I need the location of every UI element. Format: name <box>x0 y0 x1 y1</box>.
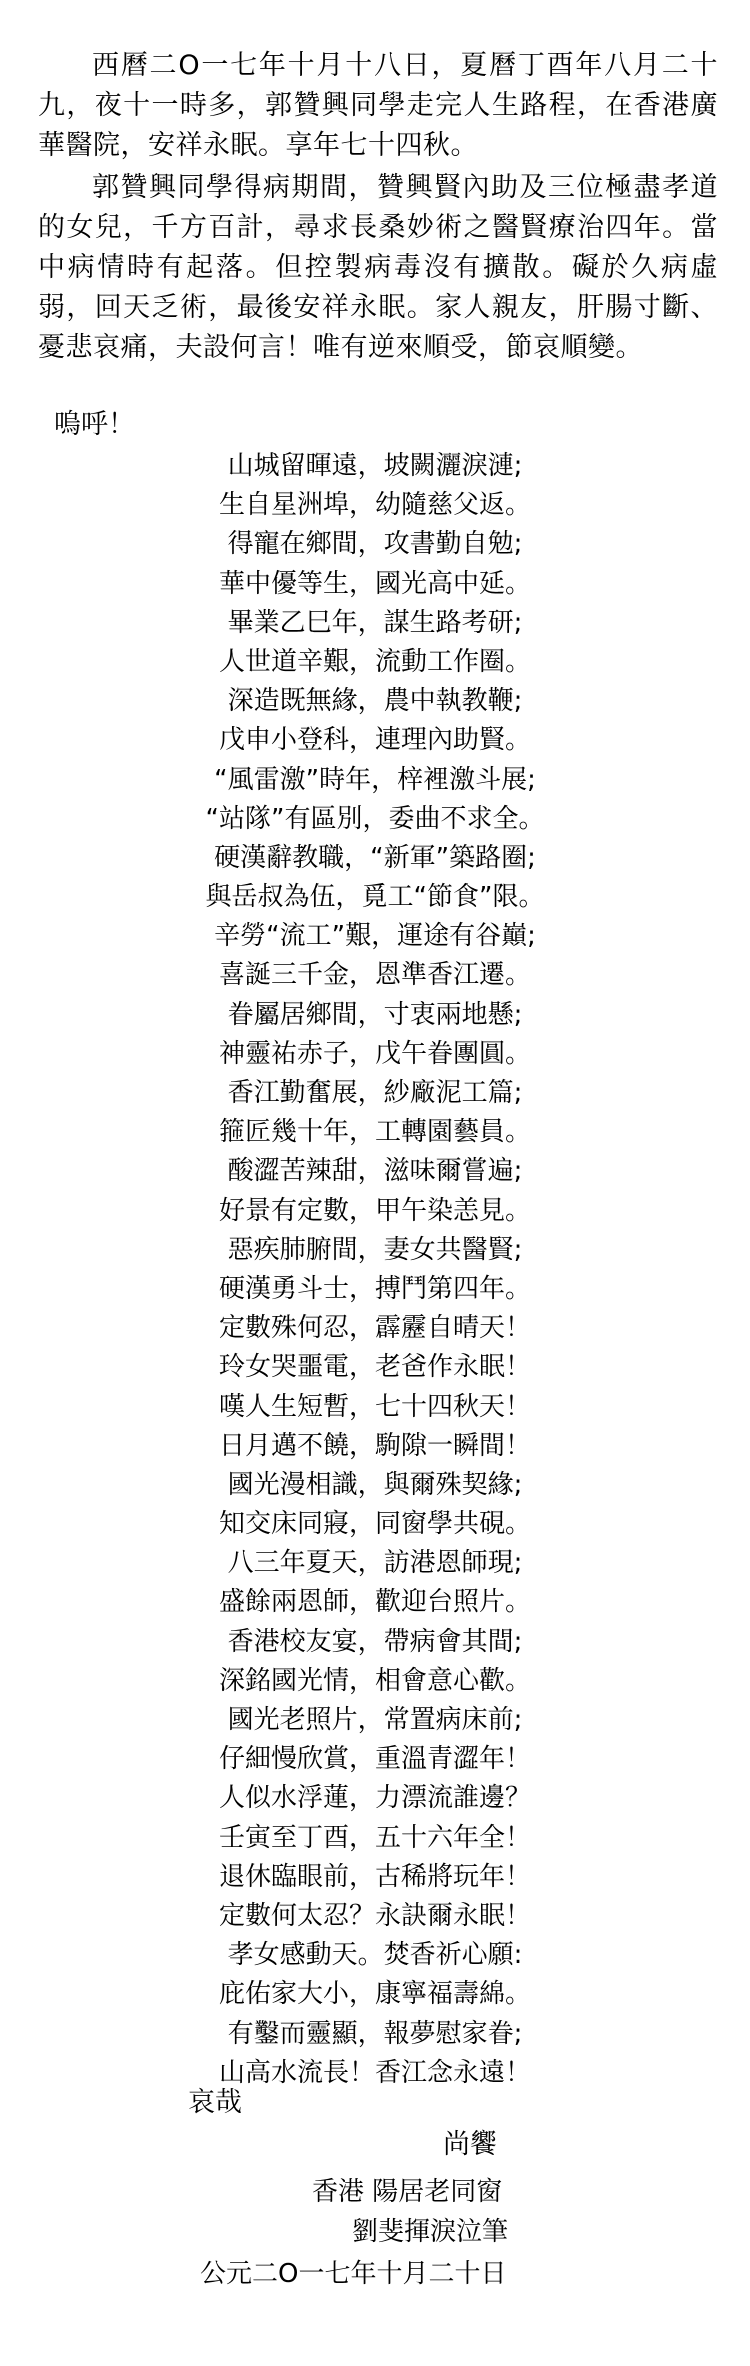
poem-line: 孝女感動天。焚香祈心願: <box>227 1940 523 1971</box>
poem-line: 香江勤奮展，紗廠泥工篇; <box>227 1078 523 1108</box>
poem-line: 山高水流長！香江念永遠！ <box>218 2057 531 2088</box>
poem-line: 生自星洲埠，幼隨慈父返。 <box>218 490 531 521</box>
poem-line: 華中優等生，國光高中延。 <box>218 568 531 599</box>
poem-line: 國光漫相識，與爾殊契緣; <box>227 1469 523 1500</box>
poem-line: 壬寅至丁酉，五十六年全！ <box>218 1822 531 1853</box>
signature-place: 香港 陽居老同窗 <box>312 2177 503 2207</box>
signature-author: 劉斐揮淚泣筆 <box>352 2217 509 2247</box>
poem-line: 退休臨眼前，古稀將玩年！ <box>218 1861 531 1892</box>
poem-line: 盛餘兩恩師，歡迎台照片。 <box>218 1587 531 1618</box>
poem-line: 有鑿而靈顯，報夢慰家眷; <box>227 2018 523 2049</box>
poem-line: 箍匠幾十年，工轉園藝員。 <box>218 1117 531 1148</box>
poem-line: 人似水浮蓮，力漂流誰邊？ <box>218 1783 531 1814</box>
poem-line: 得寵在鄉間，攻書勤自勉; <box>227 529 523 560</box>
closing-word: 哀哉 <box>188 2087 242 2118</box>
signature-offering: 尚饗 <box>443 2129 497 2160</box>
poem-line: 畢業乙巳年，謀生路考研; <box>227 607 523 638</box>
poem-line: 辛勞“流工”艱，運途有谷巔; <box>214 921 536 952</box>
poem-line: “站隊”有區別，委曲不求全。 <box>205 803 545 834</box>
exclamation: 嗚呼！ <box>54 409 135 440</box>
poem-line: 定數殊何忍，霹靂自晴天！ <box>218 1313 531 1344</box>
poem <box>0 447 750 2093</box>
poem-line: 庇佑家大小，康寧福壽綿。 <box>218 1979 531 2010</box>
poem-line: 山城留暉遠，坡闕灑淚漣; <box>227 451 523 481</box>
poem-line: 深銘國光情，相會意心歡。 <box>218 1665 531 1696</box>
poem-line: 與岳叔為伍，覓工“節食”限。 <box>205 882 545 913</box>
poem-line: 戊申小登科，連理內助賢。 <box>218 725 531 756</box>
poem-line: 神靈祐赤子，戊午眷團圓。 <box>218 1038 531 1069</box>
poem-line: 日月邁不饒，駒隙一瞬間！ <box>218 1430 531 1461</box>
poem-line: 八三年夏天，訪港恩師現; <box>227 1548 523 1579</box>
illness-paragraph: 郭贊興同學得病期間，贊興賢內助及三位極盡孝道的女兒，千方百計，尋求長桑妙術之醫賢療治四年。當中病情時有起落。但控製病毒沒有擴散。礙於久病虛弱，回天乏術，最後安祥永眠。家人親友，肝腸寸斷、憂悲哀痛，夫設何言！唯有逆來順受，節哀順變。 <box>38 172 718 363</box>
poem-line: 好景有定數，甲午染恙見。 <box>218 1195 531 1226</box>
intro-paragraph: 西曆二O一七年十月十八日，夏曆丁酉年八月二十九，夜十一時多，郭贊興同學走完人生路程，在香港廣華醫院，安祥永眠。享年七十四秋。 <box>38 50 718 161</box>
poem-line: 仔細慢欣賞，重溫青澀年！ <box>218 1744 531 1775</box>
poem-line: 知交床同寢，同窗學共硯。 <box>218 1509 531 1540</box>
poem-line: “風雷激”時年，梓裡激斗展; <box>214 764 536 795</box>
poem-line: 深造既無緣，農中執教鞭; <box>227 686 523 717</box>
poem-line: 嘆人生短暫，七十四秋天！ <box>218 1391 531 1422</box>
poem-line: 玲女哭噩電，老爸作永眠！ <box>218 1352 531 1383</box>
poem-line: 眷屬居鄉間，寸衷兩地懸; <box>227 999 523 1030</box>
poem-line: 硬漢勇斗士，搏鬥第四年。 <box>218 1273 531 1304</box>
poem-line: 硬漢辭教職，“新軍”築路圈; <box>214 842 536 873</box>
poem-line: 定數何太忍？永訣爾永眠！ <box>218 1900 531 1931</box>
poem-line: 國光老照片，常置病床前; <box>227 1705 523 1735</box>
poem-line: 喜誕三千金，恩準香江遷。 <box>218 960 531 991</box>
poem-line: 酸澀苦辣甜，滋味爾嘗遍; <box>227 1156 523 1187</box>
poem-line: 香港校友宴，帶病會其間; <box>227 1626 523 1657</box>
poem-line: 惡疾肺腑間，妻女共醫賢; <box>227 1234 523 1265</box>
signature-date: 公元二O一七年十月二十日 <box>200 2259 507 2289</box>
poem-line: 人世道辛艱，流動工作圈。 <box>218 646 531 677</box>
